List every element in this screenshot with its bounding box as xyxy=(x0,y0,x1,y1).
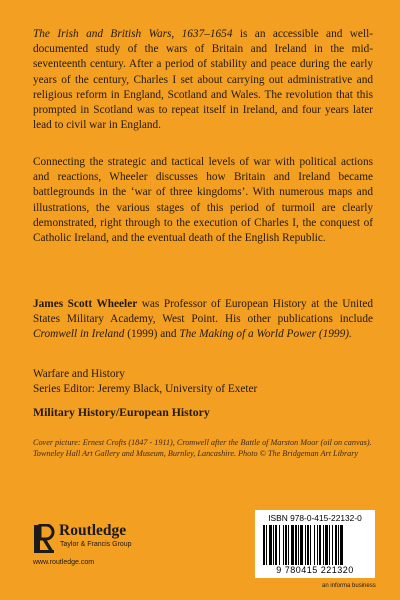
barcode-icon xyxy=(263,525,367,565)
series-info xyxy=(33,367,373,397)
subject-category: Military History/European History xyxy=(33,405,210,419)
isbn-label: ISBN 978-0-415-22132-0 xyxy=(268,513,362,523)
barcode-digits: 9 780415 221320 xyxy=(276,565,354,575)
description-paragraph-2: Connecting the strategic and tactical levels of war with political actions and reactions, Wheeler discusses how Britain and Ireland became battlegrounds in the ‘war of three kingdoms’. With numerous maps and illustrations, the various stages of this period of turmoil are clearly demonstrated, right through to the execution of Charles I, the conquest of Catholic Ireland, and the eventual death of the English Republic. xyxy=(33,156,373,245)
series-name: Warfare and History xyxy=(33,368,125,380)
author-name: James Scott Wheeler xyxy=(33,298,138,310)
description-paragraph-1 xyxy=(33,27,373,133)
description-text-1: is an accessible and well-documented study of the wars of Britain and Ireland in the mid-seventeenth century. After a period of stability and peace during the early years of the century, Charles I set about carrying out administrative and religious reform in England, Scotland and Wales. The revolution that this prompted in Scotland was to repeat itself in Ireland, and four years later lead to civil war in England. xyxy=(33,28,373,132)
author-bio-text: was Professor of European History at the United States Military Academy, West Point. His other publications include xyxy=(33,298,373,326)
publisher-name: Routledge xyxy=(59,522,127,539)
informa-tagline: an informa business xyxy=(322,583,376,589)
book-title: The Irish and British Wars, 1637–1654 xyxy=(33,28,233,40)
isbn-barcode-box xyxy=(255,510,375,578)
publisher-tagline: Taylor & Francis Group xyxy=(60,541,132,548)
routledge-logo-icon xyxy=(33,524,55,554)
author-book-1: Cromwell in Ireland xyxy=(33,328,125,341)
cover-credit: Cover picture: Ernest Crofts (1847 - 1911), Cromwell after the Battle of Marston Moor (oil on canvas). Towneley Hall Art Gallery and Museum, Burnley, Lancashire. Photo © The Bridgeman Art Library xyxy=(33,438,372,459)
author-bio-text-2: (1999) and xyxy=(124,328,180,341)
series-editor: Series Editor: Jeremy Black, University of Exeter xyxy=(33,383,258,396)
author-book-2: The Making of a World Power (1999). xyxy=(179,328,352,341)
publisher-url: www.routledge.com xyxy=(33,559,95,566)
author-bio xyxy=(33,297,373,343)
